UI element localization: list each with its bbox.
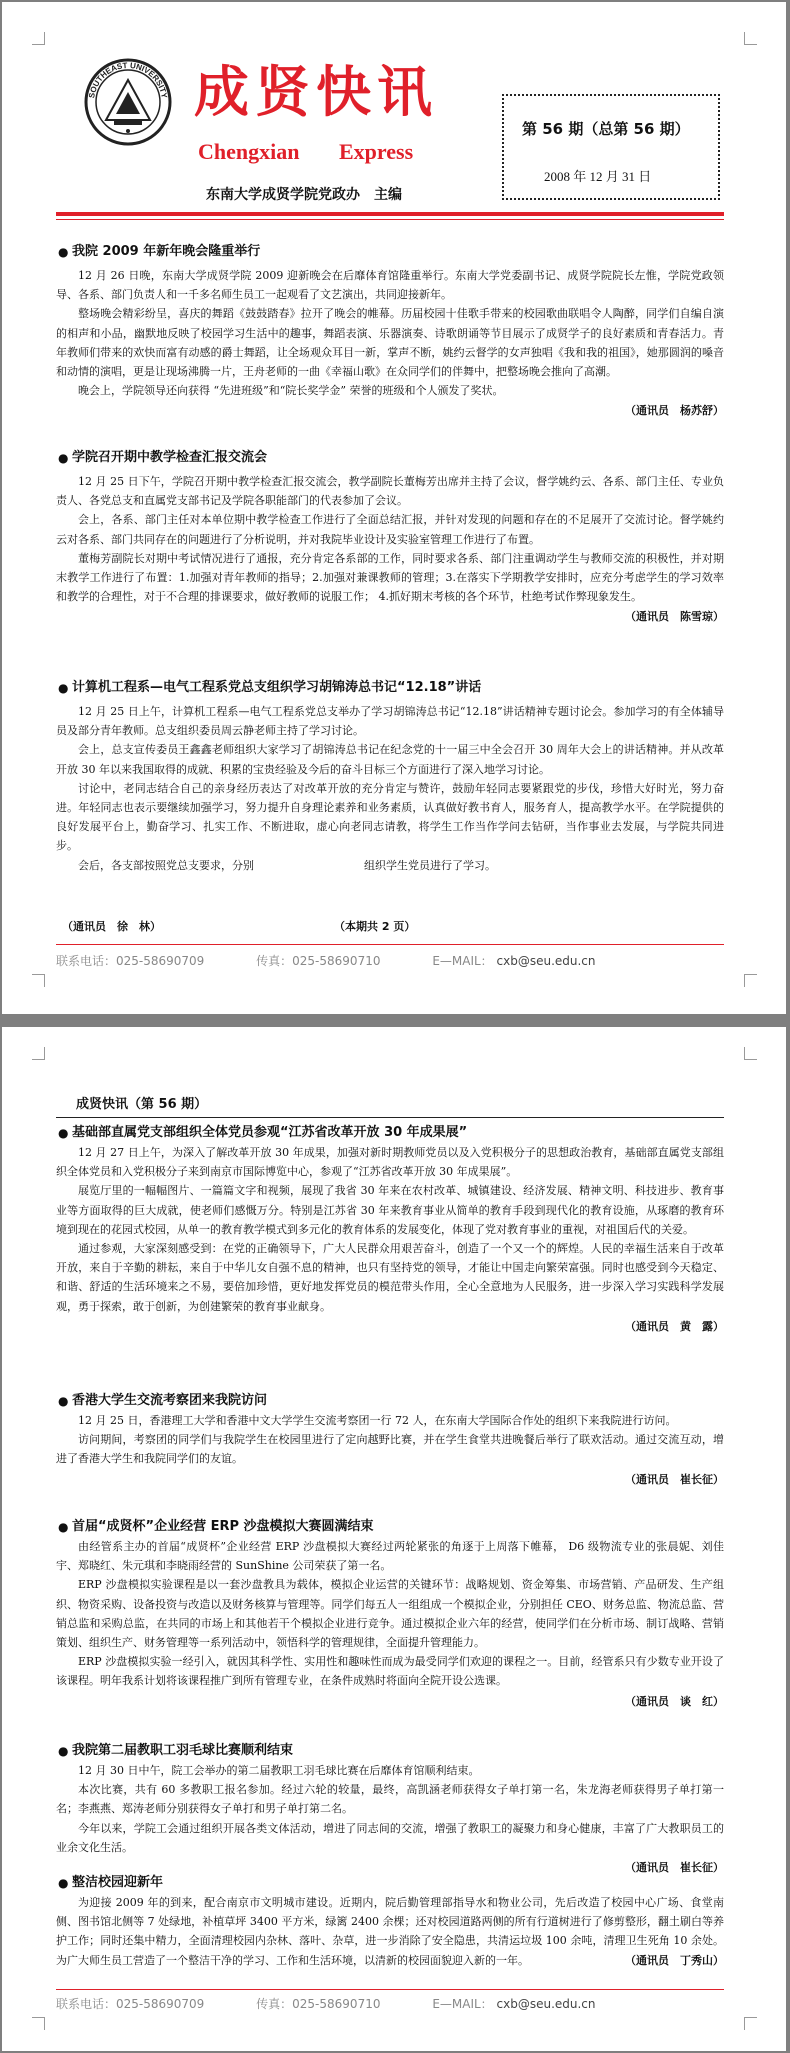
article-paragraph: 整场晚会精彩纷呈，喜庆的舞蹈《鼓鼓踏春》拉开了晚会的帷幕。历届校园十佳歌手带来的校园歌曲联唱令人陶醉，同学们自编自演的相声和小品，幽默地反映了校园学习生活中的趣事，舞蹈表演、乐器演奏、诗歌朗诵等节目展示了成贤学子的良好素质和青春活力。青年教师们带来的欢快而富有动感的爵士舞蹈，让全场观众耳目一新，掌声不断，姚约云督学的女声独唱《我和我的祖国》，她那圆润的嗓音和动情的演唱，更是让现场沸腾一片，王舟老师的一曲《幸福山歌》在众同学们的伴舞中，把整场晚会推向了高潮。 [56,307,724,379]
article-paragraph: 12 月 27 日上午，为深入了解改革开放 30 年成果，加强对新时期教师党员以及入党积极分子的思想政治教育，基础部直属党支部组织全体党员和入党积极分子来到南京市国际博览中心，参观了“江苏省改革开放 30 年成果展”。 [56,1146,724,1179]
article [56,242,724,422]
article-paragraph: 讨论中，老同志结合自己的亲身经历表达了对改革开放的充分肯定与赞许，鼓励年轻同志要紧跟党的步伐，珍惜大好时光，努力奋进。年轻同志也表示要继续加强学习，努力提升自身理论素养和业务素质，认真做好教书育人，服务育人，提高教学水平。在学院提供的良好发展平台上，勤奋学习、扎实工作、不断进取，虚心向老同志请教，将学生工作当作学问去钻研，当作事业去发展，与学院共同进步。 [56,781,724,853]
footer [56,952,596,969]
running-header: 成贤快讯（第 56 期） [76,1097,208,1112]
bullet-icon: ● [58,1394,69,1408]
footer-email[interactable]: cxb@seu.edu.cn [496,1997,596,2011]
page-2 [2,1027,786,2051]
bullet-icon: ● [58,681,69,695]
article-paragraph: 今年以来，学院工会通过组织开展各类文体活动，增进了同志间的交流，增强了教职工的凝聚力和身心健康，丰富了广大教职员工的业余文化生活。 [56,1821,724,1854]
footer-email-label: E—MAIL： [432,1997,493,2011]
bullet-icon: ● [58,245,69,259]
article-heading: ● 基础部直属党支部组织全体党员参观“江苏省改革开放 30 年成果展” [56,1123,724,1143]
crop-mark [32,1047,45,1060]
bullet-icon: ● [58,1520,69,1534]
correspondent: （通讯员 丁秀山） [625,1953,724,1967]
footer-email[interactable]: cxb@seu.edu.cn [496,954,596,968]
article-heading: ● 我院 2009 年新年晚会隆重举行 [56,242,724,262]
header-rule [56,212,724,216]
masthead-title: 成贤快讯 [194,59,439,124]
footer-phone: 联系电话：025-58690709 [56,954,205,968]
article [56,1391,724,1491]
bullet-icon: ● [58,1126,69,1140]
footer-fax: 传真：025-58690710 [256,954,381,968]
correspondent: （通讯员 徐 林） [62,920,161,933]
footer-email-label: E—MAIL： [432,954,493,968]
masthead-subtitle: Chengxian Express [198,139,414,164]
correspondent: （通讯员 崔长征） [625,1861,724,1875]
bullet-icon: ● [58,1744,69,1758]
footer-phone: 联系电话：025-58690709 [56,1997,205,2011]
article-paragraph: 本次比赛，共有 60 多教职工报名参加。经过六轮的较量，最终，高凯涵老师获得女子单打第一名，朱龙海老师获得男子单打第一名；李燕燕、郑涛老师分别获得女子单打和男子单打第二名。 [56,1783,724,1816]
article-paragraph: 会后，各支部按照党总支要求，分别 组织学生党员进行了学习。 [78,858,496,872]
article-heading: ● 香港大学生交流考察团来我院访问 [56,1391,724,1411]
article [56,1123,724,1338]
crop-mark [744,974,757,987]
article-paragraph: 会上，总支宣传委员王鑫鑫老师组织大家学习了胡锦涛总书记在纪念党的十一届三中全会召开 30 周年大会上的讲话精神。并从改革开放 30 年以来我国取得的成就、积累的宝贵经验及今后的奋斗目标三个方面进行了深入地学习讨论。 [56,743,724,776]
footer [56,1995,596,2012]
correspondent: （通讯员 谈 红） [625,1694,724,1708]
header-rule [56,219,724,220]
issue-box [502,94,720,200]
article-paragraph: 展览厅里的一幅幅图片、一篇篇文字和视频，展现了我省 30 年来在农村改革、城镇建设、经济发展、精神文明、科技进步、教育事业等方面取得的巨大成就，使老师们感慨万分。特别是江苏省 30 年来教育事业从简单的教育手段到现代化的教育设施，从琢磨的教育环境到现在的花园式校园，从单一的教育教学模式到多元化的教育体系的发展变化，体现了党对教育事业的重视，对祖国后代的关爱。 [56,1184,724,1236]
crop-mark [32,974,45,987]
article-paragraph: 访问期间，考察团的同学们与我院学生在校园里进行了定向越野比赛，并在学生食堂共进晚餐后举行了联欢活动。通过交流互动，增进了香港大学生和我院同学们的友谊。 [56,1433,724,1466]
article-paragraph: 12 月 25 日，香港理工大学和香港中文大学学生交流考察团一行 72 人，在东南大学国际合作处的组织下来我院进行访问。 [78,1414,677,1427]
article-paragraph: 会上，各系、部门主任对本单位期中教学检查工作进行了全面总结汇报，并针对发现的问题和存在的不足展开了交流讨论。督学姚约云对各系、部门共同存在的问题进行了分析说明，并对我院毕业设计及实验室管理工作进行了布置。 [56,513,724,546]
crop-mark [32,2017,45,2030]
page-1 [2,2,786,1014]
article-paragraph: ERP 沙盘模拟实验课程是以一套沙盘教具为载体，模拟企业运营的关键环节：战略规划、资金筹集、市场营销、产品研发、生产组织、物资采购、设备投资与改造以及财务核算与管理等。同学们每五人一组组成一个模拟企业，分别担任 CEO、财务总监、物流总监、营销总监和采购总监，在共同的市场上和其他若干个模拟企业进行竞争。通过模拟企业六年的经营，使同学们在分析市场、制订战略、营销策划、组织生产、财务管理等一系列活动中，领悟科学的管理规律，全面提升管理能力。 [56,1578,724,1650]
article-heading: ● 计算机工程系—电气工程系党总支组织学习胡锦涛总书记“12.18”讲话 [56,678,724,698]
article-paragraph: 通过参观，大家深刻感受到：在党的正确领导下，广大人民群众用艰苦奋斗，创造了一个又一个的辉煌。人民的幸福生活来自于改革开放，来自于辛勤的耕耘，来自于中华儿女自强不息的精神，也只有坚持党的领导，才能让中国走向繁荣富强。同时也感受到今天稳定、和谐、舒适的生活环境来之不易，要倍加珍惜，更好地发挥党员的模范带头作用，全心全意地为人民服务，进一步深入学习实践科学发展观，勇于探索，敢于创新，为创建繁荣的教育事业献身。 [56,1242,724,1313]
issue-date: 2008 年 12 月 31 日 [544,169,652,184]
correspondent: （通讯员 陈雪琼） [625,610,724,624]
article [56,1517,724,1713]
crop-mark [744,2017,757,2030]
crop-mark [744,32,757,45]
footer-rule [56,1989,724,1990]
correspondent: （通讯员 崔长征） [625,1472,724,1486]
crop-mark [744,1047,757,1060]
article [56,448,724,628]
article-paragraph: 为迎接 2009 年的到来，配合南京市文明城市建设。近期内，院后勤管理部指导水和物业公司，先后改造了校园中心广场、食堂南侧、图书馆北侧等 7 处绿地，补植草坪 3400 平方米，绿篱 2400 余棵；还对校园道路两侧的所有行道树进行了修剪整形，翻土刷白等养护工作；同时还集中精力，全面清理校园内杂林、落叶、杂草，进一步消除了安全隐患，共清运垃圾 100 余吨，清理卫生死角 10 余处。为广大师生员工营造了一个整洁干净的学习、工作和生活环境，以清新的校园面貌迎入新的一年。 [56,1896,724,1967]
article [56,678,724,875]
article [56,1873,724,1972]
article-heading: ● 整洁校园迎新年 [56,1873,724,1893]
footer-fax: 传真：025-58690710 [256,1997,381,2011]
correspondent: （通讯员 杨苏舒） [625,404,724,418]
issue-number: 第 56 期（总第 56 期） [522,120,690,138]
article-paragraph: ERP 沙盘模拟实验一经引入，就因其科学性、实用性和趣味性而成为最受同学们欢迎的课程之一。目前，经管系只有少数专业开设了该课程。明年我系计划将该课程推广到所有管理专业，在条件成熟时将面向全院开设公选课。 [56,1655,724,1688]
article-paragraph: 12 月 25 日下午，学院召开期中教学检查汇报交流会，教学副院长董梅芳出席并主持了会议，督学姚约云、各系、部门主任、专业负责人、各党总支和直属党支部书记及学院各职能部门的代表参加了会议。 [56,475,724,508]
masthead-editor: 东南大学成贤学院党政办 主编 [206,187,402,203]
header-rule [56,1117,724,1118]
article-paragraph: 董梅芳副院长对期中考试情况进行了通报，充分肯定各系部的工作，同时要求各系、部门注重调动学生与教师交流的积极性，并对期末教学工作进行了布置：1.加强对青年教师的指导；2.加强对兼课教师的管理；3.在落实下学期教学安排时，应充分考虑学生的学习效率和教学的合理性，对于不合理的排课要求，做好教师的说服工作； 4.抓好期末考核的各个环节，杜绝考试作弊现象发生。 [56,551,724,604]
article-paragraph: 由经管系主办的首届“成贤杯”企业经营 ERP 沙盘模拟大赛经过两轮紧张的角逐于上周落下帷幕， D6 级物流专业的张晨妮、刘佳宇、郑晓红、朱元琪和李晓雨经营的 SunShine 公司荣获了第一名。 [56,1540,724,1573]
bullet-icon: ● [58,1876,69,1890]
article-paragraph: 12 月 30 日中午，院工会举办的第二届教职工羽毛球比赛在后靡体育馆顺利结束。 [78,1764,480,1777]
article-heading: ● 学院召开期中教学检查汇报交流会 [56,448,724,468]
university-seal-logo [84,58,172,146]
bullet-icon: ● [58,451,69,465]
article [56,1741,724,1879]
seal-lettering: SOUTHEAST UNIVERSITY [87,60,169,99]
article-paragraph: 12 月 26 日晚，东南大学成贤学院 2009 迎新晚会在后靡体育馆隆重举行。东南大学党委副书记、成贤学院院长左惟，学院党政领导、各系、部门负责人和一千多名师生员工一起观看了文艺演出，共同迎接新年。 [56,269,724,302]
article-heading: ● 首届“成贤杯”企业经营 ERP 沙盘模拟大赛圆满结束 [56,1517,724,1537]
correspondent: （通讯员 黄 露） [625,1319,724,1333]
footer-rule [56,944,724,945]
crop-mark [32,32,45,45]
article-heading: ● 我院第二届教职工羽毛球比赛顺利结束 [56,1741,724,1761]
article-paragraph: 12 月 25 日上午，计算机工程系—电气工程系党总支举办了学习胡锦涛总书记“12.18”讲话精神专题讨论会。参加学习的有全体辅导员及部分青年教师。总支组织委员周云静老师主持了学习讨论。 [56,705,724,738]
article-paragraph: 晚会上，学院领导还向获得 “先进班级”和“院长奖学金” 荣誉的班级和个人颁发了奖状。 [78,384,504,398]
page-count-note: （本期共 2 页） [334,920,416,933]
